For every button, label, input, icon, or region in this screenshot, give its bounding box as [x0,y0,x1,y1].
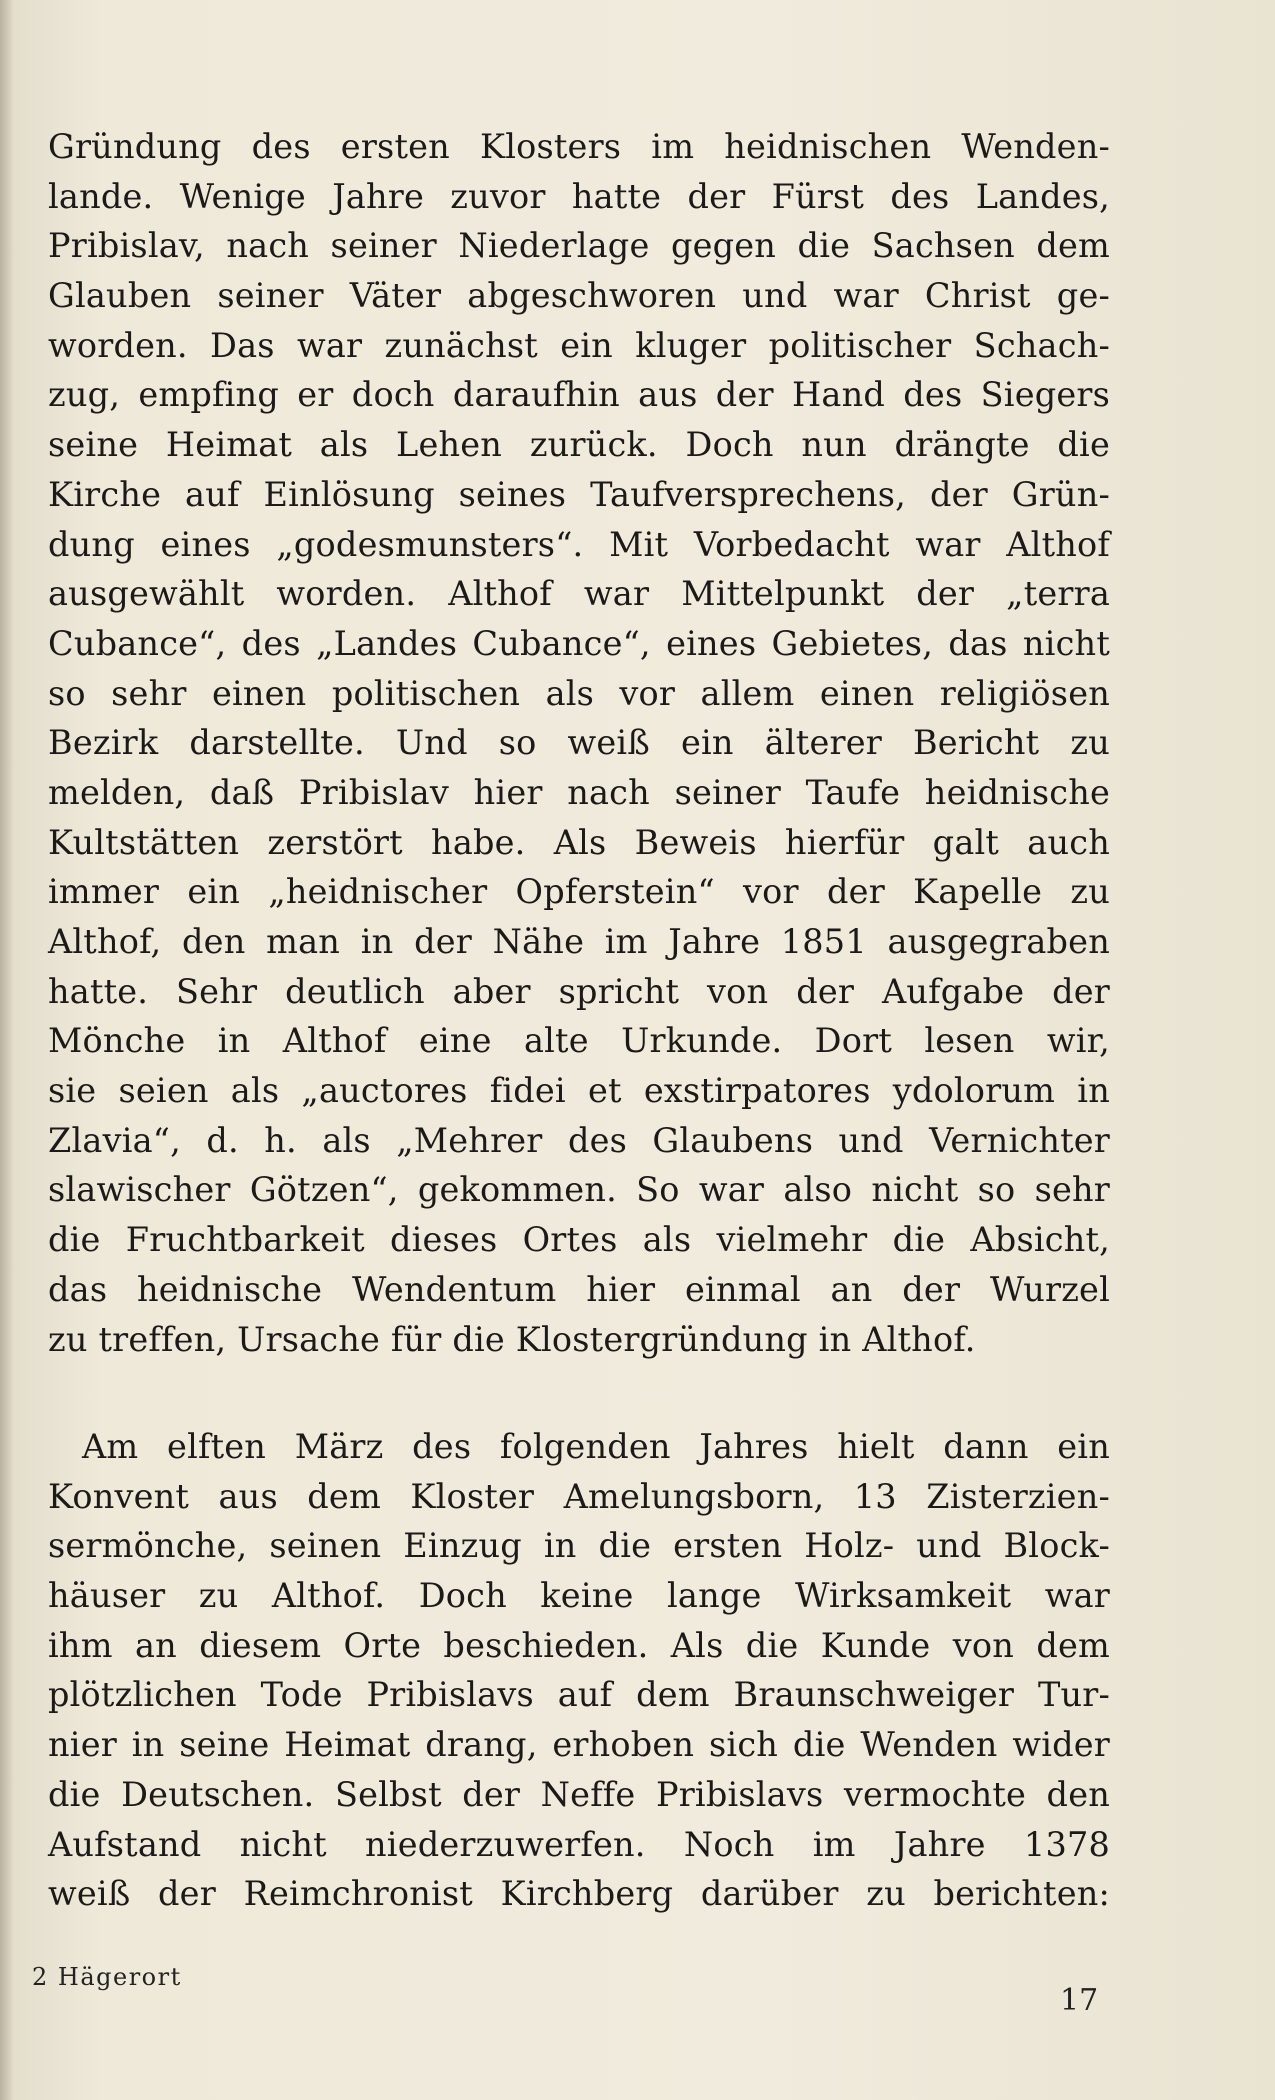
text-line: zu treffen, Ursache für die Klostergründung in Althof. [48,1319,976,1359]
text-line: Pribislav, nach seiner Niederlage gegen die Sachsen dem [48,226,1110,266]
text-line: sermönche, seinen Einzug in die ersten Holz- und Block- [48,1526,1110,1566]
page-number: 17 [1060,1983,1099,2018]
text-line: ihm an diesem Orte beschieden. Als die Kunde von dem [48,1625,1110,1665]
text-line: die Fruchtbarkeit dieses Ortes als vielmehr die Absicht, [48,1220,1110,1260]
text-line: immer ein „heidnischer Opferstein“ vor der Kapelle zu [48,872,1110,912]
paragraph-2 [48,1422,1110,1919]
text-line: Kultstätten zerstört habe. Als Beweis hierfür galt auch [48,822,1110,862]
text-line: lande. Wenige Jahre zuvor hatte der Fürst des Landes, [48,176,1110,216]
text-line: zug, empfing er doch daraufhin aus der Hand des Siegers [48,375,1110,415]
text-line: ausgewählt worden. Althof war Mittelpunkt der „terra [48,574,1110,614]
text-line: worden. Das war zunächst ein kluger politischer Schach- [48,325,1110,365]
text-line: nier in seine Heimat drang, erhoben sich die Wenden wider [48,1725,1110,1765]
text-line: sie seien als „auctores fidei et exstirpatores ydolorum in [48,1071,1110,1111]
text-line: so sehr einen politischen als vor allem einen religiösen [48,673,1110,713]
text-line: Am elften März des folgenden Jahres hielt dann ein [82,1427,1110,1466]
text-line: Aufstand nicht niederzuwerfen. Noch im Jahre 1378 [48,1824,1110,1864]
text-line: die Deutschen. Selbst der Neffe Pribislavs vermochte den [48,1774,1110,1814]
text-line: seine Heimat als Lehen zurück. Doch nun drängte die [48,425,1110,465]
text-line: melden, daß Pribislav hier nach seiner Taufe heidnische [48,772,1110,812]
text-line: das heidnische Wendentum hier einmal an der Wurzel [48,1269,1110,1309]
text-line: Gründung des ersten Klosters im heidnischen Wenden- [48,127,1110,166]
text-line: häuser zu Althof. Doch keine lange Wirksamkeit war [48,1576,1110,1616]
signature-mark: 2 Hägerort [32,1963,182,1991]
text-line: Konvent aus dem Kloster Amelungsborn, 13 Zisterzien- [48,1476,1110,1516]
text-line: Kirche auf Einlösung seines Taufversprechens, der Grün- [48,474,1110,514]
text-line: hatte. Sehr deutlich aber spricht von der Aufgabe der [48,971,1110,1011]
text-line: slawischer Götzen“, gekommen. So war also nicht so sehr [48,1170,1110,1210]
text-line: Mönche in Althof eine alte Urkunde. Dort lesen wir, [48,1021,1110,1061]
text-line: Althof, den man in der Nähe im Jahre 1851 ausgegraben [48,922,1110,961]
text-line: Glauben seiner Väter abgeschworen und war Christ ge- [48,276,1110,316]
text-line: dung eines „godesmunsters“. Mit Vorbedacht war Althof [48,524,1110,564]
text-line: plötzlichen Tode Pribislavs auf dem Braunschweiger Tur- [48,1675,1110,1715]
text-line: Bezirk darstellte. Und so weiß ein älterer Bericht zu [48,723,1110,763]
text-line: weiß der Reimchronist Kirchberg darüber zu berichten: [48,1874,1110,1914]
text-line: Zlavia“, d. h. als „Mehrer des Glaubens und Vernichter [48,1120,1110,1160]
paragraph-1 [48,122,1110,1364]
text-line: Cubance“, des „Landes Cubance“, eines Gebietes, das nicht [48,623,1110,663]
